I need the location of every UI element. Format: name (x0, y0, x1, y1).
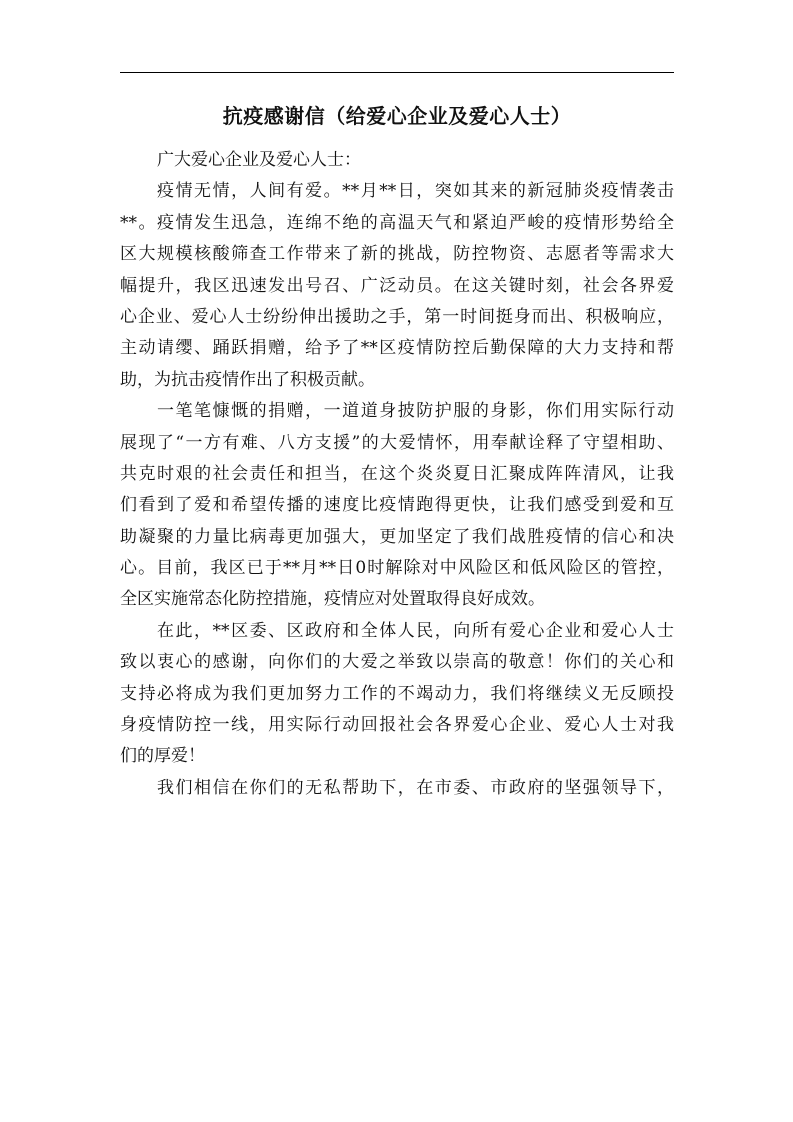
paragraph-line: 我们相信在你们的无私帮助下，在市委、市政府的坚强领导下， (157, 777, 674, 798)
paragraph-line: 支持必将成为我们更加努力工作的不竭动力，我们将继续义无反顾投 (120, 683, 674, 704)
paragraph-line: 全区实施常态化防控措施，疫情应对处置取得良好成效。 (120, 589, 545, 610)
paragraph-4 (120, 773, 674, 804)
paragraph-line: 疫情无情，人间有爱。**月**日，突如其来的新冠肺炎疫情袭击 (157, 181, 674, 202)
paragraph-line: 在此，**区委、区政府和全体人民，向所有爱心企业和爱心人士 (157, 620, 674, 641)
paragraph-line: 助，为抗击疫情作出了积极贡献。 (120, 369, 375, 390)
document-title: 抗疫感谢信（给爱心企业及爱心人士） (222, 104, 572, 128)
paragraph-2 (120, 396, 674, 616)
paragraph-line: 心。目前，我区已于**月**日0时解除对中风险区和低风险区的管控， (120, 558, 674, 579)
paragraph-line: 心企业、爱心人士纷纷伸出援助之手，第一时间挺身而出、积极响应， (120, 306, 674, 327)
paragraph-line: 区大规模核酸筛查工作带来了新的挑战，防控物资、志愿者等需求大 (120, 244, 674, 265)
paragraph-1 (120, 176, 674, 396)
header-rule (120, 72, 674, 73)
salutation: 广大爱心企业及爱心人士： (157, 150, 361, 170)
paragraph-line: 们的厚爱！ (120, 746, 205, 767)
paragraph-line: 展现了“一方有难、八方支援”的大爱情怀，用奉献诠释了守望相助、 (120, 432, 674, 453)
paragraph-line: 主动请缨、踊跃捐赠，给予了**区疫情防控后勤保障的大力支持和帮 (120, 338, 674, 359)
paragraph-line: 共克时艰的社会责任和担当，在这个炎炎夏日汇聚成阵阵清风，让我 (120, 463, 674, 484)
paragraph-line: **。疫情发生迅急，连绵不绝的高温天气和紧迫严峻的疫情形势给全 (120, 212, 674, 233)
paragraph-line: 致以衷心的感谢，向你们的大爱之举致以崇高的敬意！你们的关心和 (120, 652, 674, 673)
document-body (120, 145, 674, 804)
paragraph-line: 们看到了爱和希望传播的速度比疫情跑得更快，让我们感受到爱和互 (120, 495, 674, 516)
paragraph-3 (120, 616, 674, 773)
paragraph-line: 助凝聚的力量比病毒更加强大，更加坚定了我们战胜疫情的信心和决 (120, 526, 674, 547)
paragraph-line: 一笔笔慷慨的捐赠，一道道身披防护服的身影，你们用实际行动 (157, 401, 674, 422)
paragraph-line: 身疫情防控一线，用实际行动回报社会各界爱心企业、爱心人士对我 (120, 715, 674, 736)
paragraph-line: 幅提升，我区迅速发出号召、广泛动员。在这关键时刻，社会各界爱 (120, 275, 674, 296)
